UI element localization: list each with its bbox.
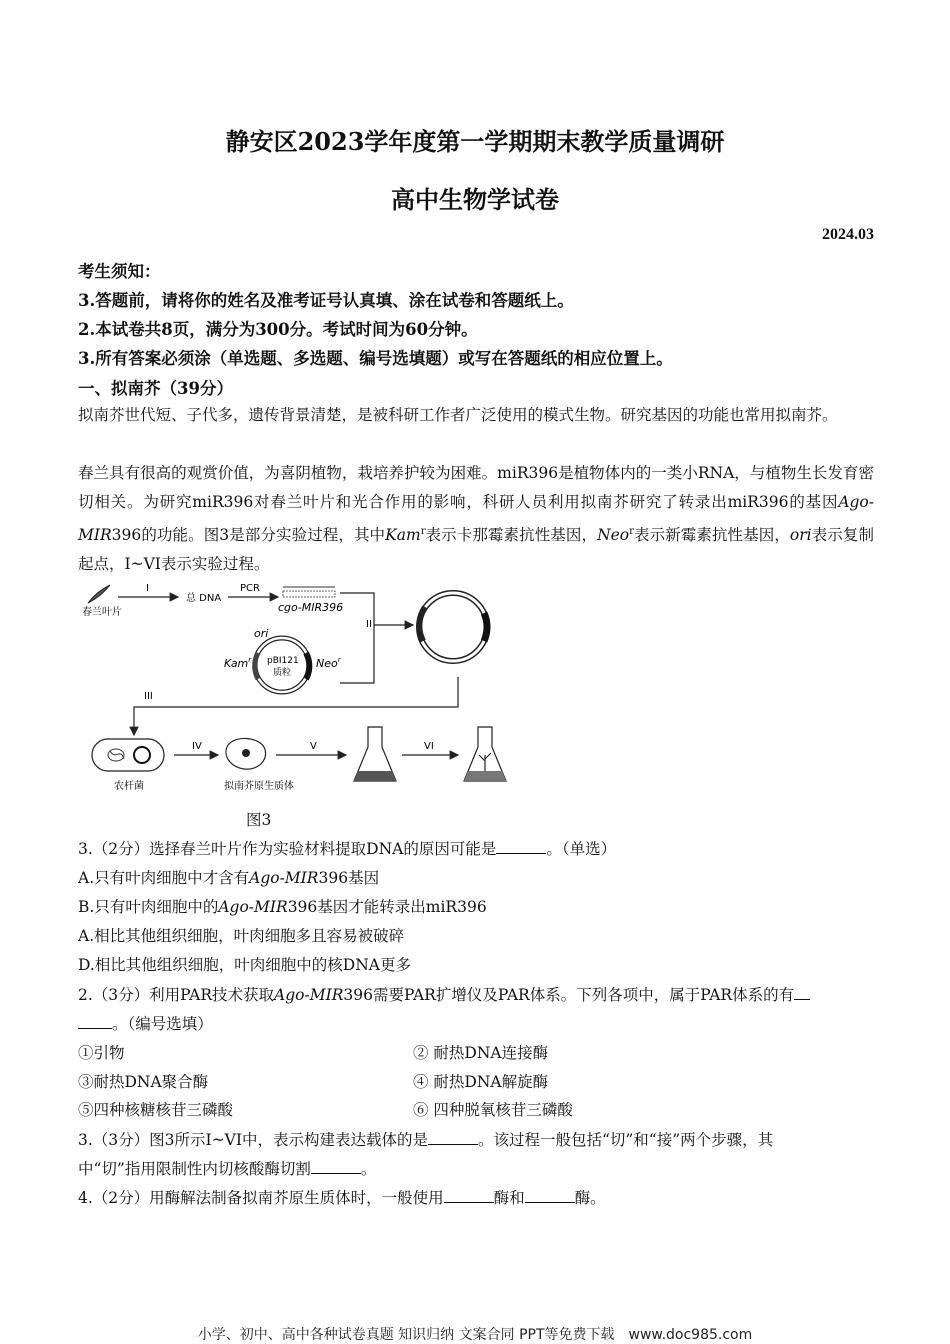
q2-option-6: ⑥ 四种脱氧核苷三磷酸 [413, 1101, 573, 1119]
culture-flask-icon [354, 727, 396, 781]
q1-stem: 3.（2分）选择春兰叶片作为实验材料提取DNA的原因可能是 。（单选） [78, 840, 617, 858]
q3-stem-line-1: 3.（3分）图3所示Ⅰ~VI中，表示构建表达载体的是 。该过程一般包括“切”和“接”两个步骤，其 [78, 1131, 774, 1149]
leaf-label: 春兰叶片 [82, 607, 122, 618]
exam-date: 2024.03 [822, 226, 874, 243]
step-5-label: V [310, 741, 317, 752]
step-3-label: III [144, 691, 153, 702]
recombinant-plasmid [419, 593, 487, 661]
plasmid-name: pBI121 [267, 656, 299, 666]
q4-stem: 4.（2分）用酶解法制备拟南芥原生质体时，一般使用 酶和 酶。 [78, 1189, 606, 1207]
protoplast-icon [226, 738, 266, 769]
notice-item-2: 2.本试卷共8页，满分为300分。考试时间为60分钟。 [78, 320, 478, 339]
intro-paragraph-2: 春兰具有很高的观赏价值，为喜阴植物，栽培养护较为困难。miR396是植物体内的一类小RNA，与植物生长发育密切相关。为研究miR396对春兰叶片和光合作用的影响，科研人员利用拟南芥研究了转录出miR396的基因Ago-MIR396的功能。图3是部分实验过程，其中Kam$^r$表示卡那霉素抗性基因，Neo$^r$表示新霉素抗性基因，ori表示复制起点，I~VI表示实验过程。 [78, 464, 874, 574]
leaf-icon [88, 585, 110, 603]
notice-item-3: 3.所有答案必须涂（单选题、多选题、编号选填题）或写在答题纸的相应位置上。 [78, 349, 673, 368]
q1-option-b: B.只有叶肉细胞中的Ago-MIR396基因才能转录出miR396 [78, 898, 487, 916]
q1-option-d: D.相比其他组织细胞，叶肉细胞中的核DNA更多 [78, 956, 411, 974]
page-footer: 小学、初中、高中各种试卷真题 知识归纳 文案合同 PPT等免费下载 www.doc985.com [197, 1327, 753, 1343]
total-dna-label: 总 DNA [186, 593, 222, 604]
notice-item-1: 3.答题前，请将你的姓名及准考证号认真填、涂在试卷和答题纸上。 [78, 291, 574, 310]
plasmid-type: 质粒 [273, 668, 292, 678]
ori-label: ori [254, 627, 269, 640]
notice-heading: 考生须知： [78, 262, 161, 281]
q2-option-2: ② 耐热DNA连接酶 [413, 1044, 549, 1062]
section-heading: 一、拟南芥（39分） [78, 379, 233, 398]
q3-stem-line-2: 中“切”指用限制性内切核酸酶切割 。 [78, 1160, 377, 1178]
figure-3-diagram [78, 575, 508, 800]
agrobacterium-icon [92, 739, 164, 771]
step-6-label: VI [424, 741, 434, 752]
q2-option-4: ④ 耐热DNA解旋酶 [413, 1073, 549, 1091]
step-4-label: IV [192, 741, 202, 752]
exam-title: 静安区2023学年度第一学期期末教学质量调研 [225, 127, 725, 156]
step-2-label: II [366, 619, 372, 630]
agro-label: 农杆菌 [114, 781, 144, 792]
gene-label: cgo-MIR396 [278, 601, 344, 614]
intro-paragraph-1: 拟南芥世代短、子代多，遗传背景清楚，是被科研工作者广泛使用的模式生物。研究基因的功能也常用拟南芥。 [78, 406, 838, 424]
q2-option-1: ①引物 [78, 1044, 125, 1062]
exam-subtitle: 高中生物学试卷 [391, 185, 559, 214]
kam-label: Kam$^r$ [224, 656, 252, 670]
plantlet-flask-icon [464, 727, 506, 781]
q2-stem-end: 。（编号选填） [78, 1012, 213, 1034]
q2-stem: 2.（3分）利用PAR技术获取Ago-MIR396需要PAR扩增仪及PAR体系。下列各项中，属于PAR体系的有 [78, 983, 810, 1005]
pcr-label: PCR [240, 583, 260, 594]
q1-option-c: A.相比其他组织细胞，叶肉细胞多且容易被破碎 [78, 927, 405, 945]
q1-option-a: A.只有叶肉细胞中才含有Ago-MIR396基因 [78, 869, 380, 887]
step-1-label: I [146, 583, 149, 594]
neo-label: Neo$^r$ [316, 656, 341, 670]
pcr-product [283, 591, 335, 597]
figure-caption: 图3 [246, 811, 272, 829]
q2-option-3: ③耐热DNA聚合酶 [78, 1073, 209, 1091]
q2-option-5: ⑤四种核糖核苷三磷酸 [78, 1101, 234, 1119]
protoplast-label: 拟南芥原生质体 [224, 781, 294, 792]
